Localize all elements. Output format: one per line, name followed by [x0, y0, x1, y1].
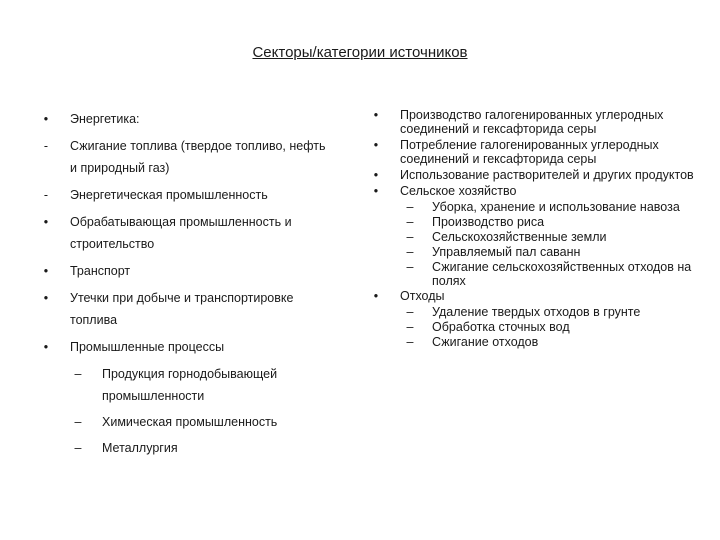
list-item-text: Сжигание топлива (твердое топливо, нефть и природный газ) — [70, 139, 326, 175]
list-item — [370, 230, 700, 244]
bullet-marker: – — [406, 335, 414, 349]
bullet-marker: • — [43, 291, 49, 305]
list-item-text: Уборка, хранение и использование навоза — [432, 200, 680, 214]
bullet-marker: – — [406, 230, 414, 244]
list-item — [370, 320, 700, 334]
list-item-text: Сжигание сельскохозяйственных отходов на полях — [432, 260, 692, 288]
bullet-marker: – — [74, 415, 82, 429]
list-item — [370, 215, 700, 229]
bullet-marker: – — [406, 245, 414, 259]
bullet-marker: – — [406, 260, 414, 274]
list-item — [40, 135, 330, 179]
list-item-text: Утечки при добыче и транспортировке топлива — [70, 291, 294, 327]
list-item-text: Сжигание отходов — [432, 335, 539, 349]
bullet-marker: – — [406, 320, 414, 334]
list-item — [370, 184, 700, 198]
list-item-text: Удаление твердых отходов в грунте — [432, 305, 641, 319]
list-item-text: Металлургия — [102, 441, 178, 455]
list-item-text: Промышленные процессы — [70, 340, 225, 354]
bullet-marker: – — [74, 441, 82, 455]
list-item-text: Химическая промышленность — [102, 415, 278, 429]
list-item-text: Сельскохозяйственные земли — [432, 230, 607, 244]
list-item — [40, 437, 330, 459]
list-item-text: Отходы — [400, 289, 445, 303]
list-item-text: Энергетика: — [70, 112, 140, 126]
list-item — [40, 260, 330, 282]
bullet-marker: – — [74, 367, 82, 381]
list-item — [40, 411, 330, 433]
list-item — [40, 336, 330, 358]
bullet-marker: – — [406, 305, 414, 319]
bullet-marker: • — [373, 108, 379, 122]
list-item — [40, 287, 330, 331]
right-column — [370, 108, 700, 350]
list-item — [40, 184, 330, 206]
list-item-text: Сельское хозяйство — [400, 184, 517, 198]
bullet-marker: • — [43, 112, 49, 126]
list-item-text: Использование растворителей и других продуктов — [400, 168, 694, 182]
list-item-text: Управляемый пал саванн — [432, 245, 581, 259]
list-item-text: Производство галогенированных углеродных соединений и гексафторида серы — [400, 108, 664, 136]
page-title: Секторы/категории источников — [252, 44, 468, 61]
list-item-text: Энергетическая промышленность — [70, 188, 268, 202]
bullet-marker: - — [43, 188, 49, 202]
list-item — [370, 305, 700, 319]
list-item — [40, 108, 330, 130]
left-column — [40, 108, 330, 463]
bullet-marker: • — [373, 184, 379, 198]
list-item-text: Обработка сточных вод — [432, 320, 570, 334]
list-item — [370, 289, 700, 303]
list-item — [40, 211, 330, 255]
list-item-text: Продукция горнодобывающей промышленности — [102, 367, 278, 403]
list-item — [370, 200, 700, 214]
bullet-marker: • — [373, 289, 379, 303]
bullet-marker: • — [43, 215, 49, 229]
list-item-text: Транспорт — [70, 264, 131, 278]
bullet-marker: – — [406, 215, 414, 229]
bullet-marker: • — [373, 168, 379, 182]
bullet-marker: • — [373, 138, 379, 152]
list-item-text: Обрабатывающая промышленность и строительство — [70, 215, 292, 251]
list-item-text: Потребление галогенированных углеродных соединений и гексафторида серы — [400, 138, 659, 166]
list-item — [370, 245, 700, 259]
list-item — [370, 108, 700, 136]
list-item — [40, 363, 330, 407]
bullet-marker: • — [43, 340, 49, 354]
bullet-marker: • — [43, 264, 49, 278]
list-item — [370, 335, 700, 349]
bullet-marker: – — [406, 200, 414, 214]
list-item — [370, 260, 700, 288]
list-item — [370, 138, 700, 166]
list-item — [370, 168, 700, 182]
bullet-marker: - — [43, 139, 49, 153]
list-item-text: Производство риса — [432, 215, 545, 229]
